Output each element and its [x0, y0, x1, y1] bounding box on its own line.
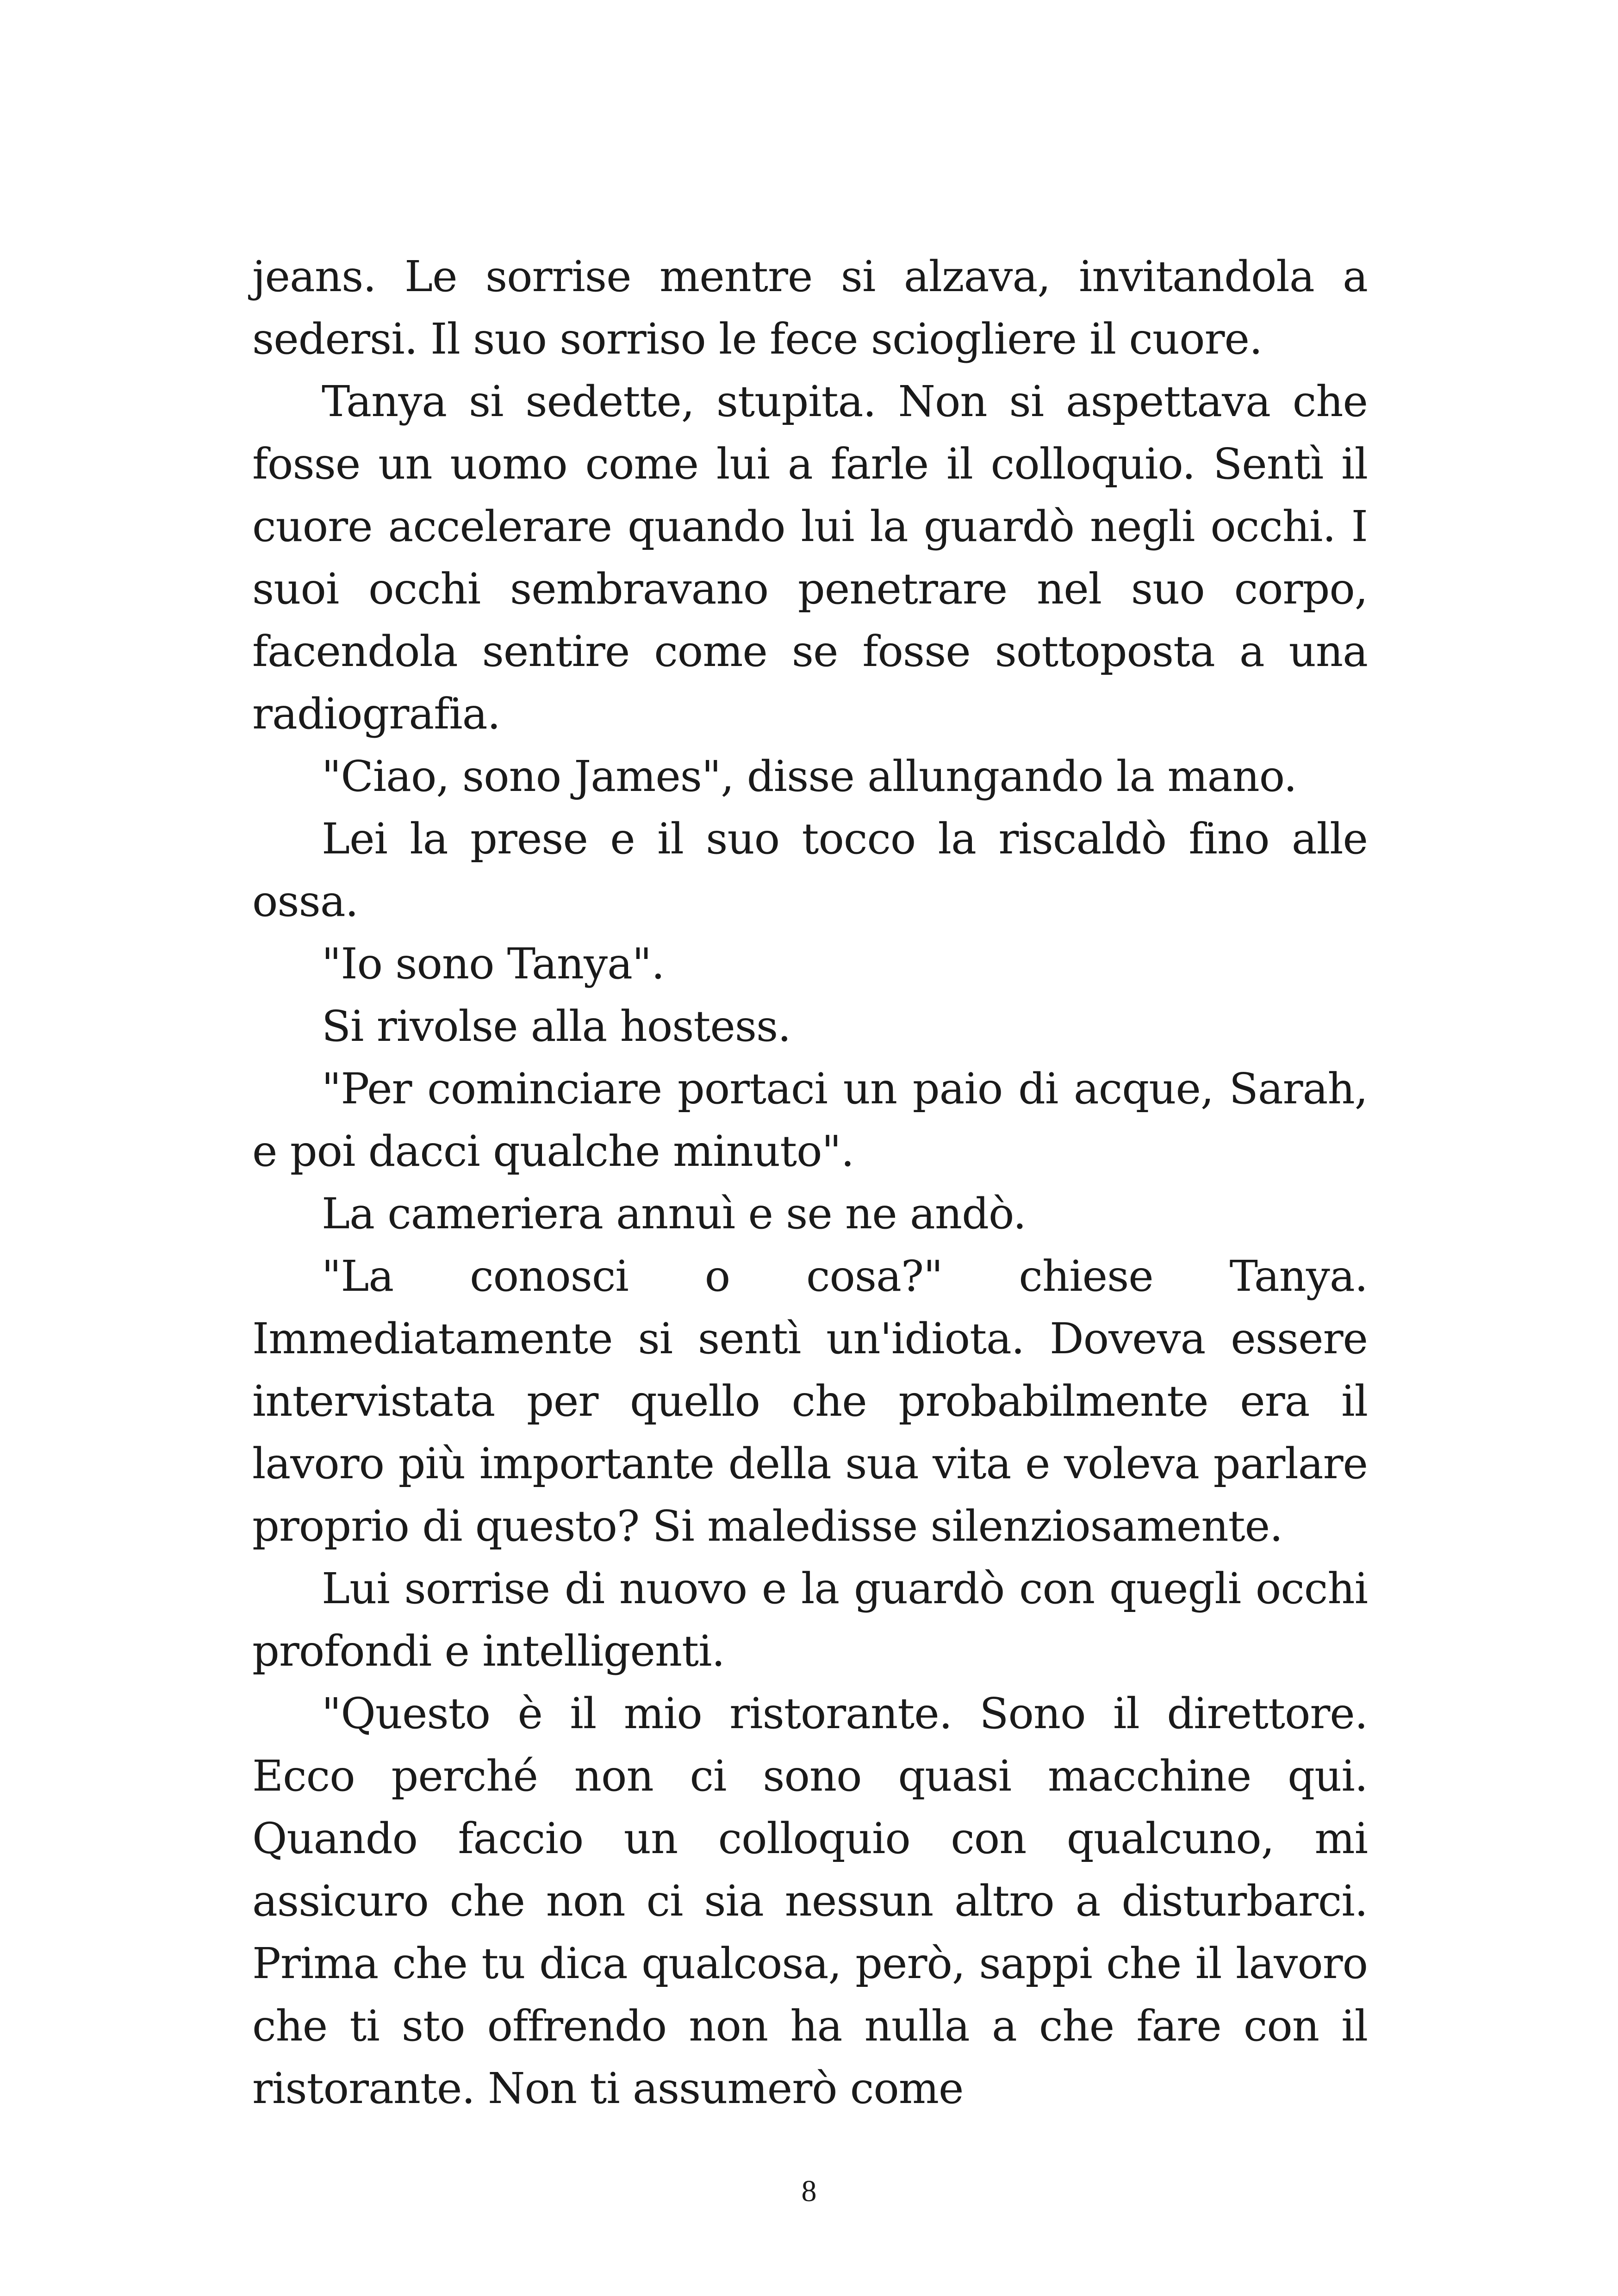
- page-number: 8: [801, 2174, 817, 2208]
- paragraph-5: "Io sono Tanya".: [322, 939, 665, 989]
- paragraph-2: Tanya si sedette, stupita. Non si aspettava che fosse un uomo come lui a farle il colloquio. Sentì il cuore accelerare quando lui la guardò negli occhi. I suoi occhi sembravano penetrare nel suo corpo, facendola sentire come se fosse sottoposta a una radiografia.: [252, 377, 1368, 739]
- paragraph-4: Lei la prese e il suo tocco la riscaldò fino alle ossa.: [252, 814, 1368, 926]
- paragraph-7: "Per cominciare portaci un paio di acque, Sarah, e poi dacci qualche minuto".: [252, 1064, 1368, 1176]
- body-text: [252, 245, 1368, 2120]
- paragraph-10: Lui sorrise di nuovo e la guardò con quegli occhi profondi e intelligenti.: [252, 1564, 1368, 1676]
- paragraph-8: La cameriera annuì e se ne andò.: [322, 1189, 1026, 1238]
- paragraph-9: "La conosci o cosa?" chiese Tanya. Immediatamente si sentì un'idiota. Doveva essere intervistata per quello che probabilmente era il lavoro più importante della sua vita e voleva parlare proprio di questo? Si maledisse silenziosamente.: [252, 1251, 1368, 1551]
- paragraph-1: jeans. Le sorrise mentre si alzava, invitandola a sedersi. Il suo sorriso le fece sciogliere il cuore.: [252, 252, 1368, 364]
- paragraph-11: "Questo è il mio ristorante. Sono il direttore. Ecco perché non ci sono quasi macchine qui. Quando faccio un colloquio con qualcuno, mi assicuro che non ci sia nessun altro a disturbarci. Prima che tu dica qualcosa, però, sappi che il lavoro che ti sto offrendo non ha nulla a che fare con il ristorante. Non ti assumerò come: [252, 1689, 1368, 2113]
- paragraph-6: Si rivolse alla hostess.: [322, 1002, 791, 1051]
- paragraph-3: "Ciao, sono James", disse allungando la mano.: [322, 752, 1297, 801]
